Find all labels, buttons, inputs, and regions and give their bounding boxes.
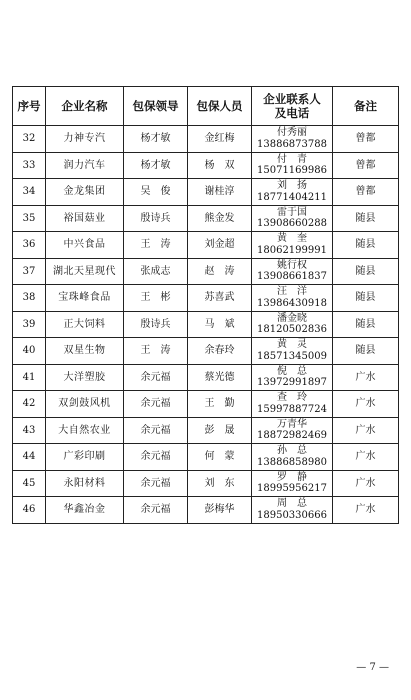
cell-company: 双星生物 xyxy=(46,338,124,365)
cell-index: 39 xyxy=(13,311,46,338)
cell-note: 随县 xyxy=(333,258,399,285)
table-row xyxy=(13,391,399,418)
cell-staff: 金红梅 xyxy=(188,126,252,153)
cell-note: 广水 xyxy=(333,364,399,391)
cell-staff: 彭 晟 xyxy=(188,417,252,444)
contact-name: 倪 总 xyxy=(277,365,307,377)
table-row xyxy=(13,444,399,471)
contact-name: 查 玲 xyxy=(277,392,307,404)
cell-company: 广彩印刷 xyxy=(46,444,124,471)
cell-index: 36 xyxy=(13,232,46,259)
cell-note: 广水 xyxy=(333,497,399,524)
cell-index: 41 xyxy=(13,364,46,391)
contact-name: 刘 扬 xyxy=(277,180,307,192)
contact-phone: 13886873788 xyxy=(257,138,327,150)
table-row xyxy=(13,258,399,285)
cell-leader: 余元福 xyxy=(124,444,188,471)
contact-phone: 18872982469 xyxy=(257,430,327,442)
table-row xyxy=(13,497,399,524)
cell-company: 湖北天星现代 xyxy=(46,258,124,285)
contact-name: 付秀丽 xyxy=(277,127,307,139)
cell-company: 正大饲料 xyxy=(46,311,124,338)
table-row xyxy=(13,179,399,206)
header-company: 企业名称 xyxy=(46,87,124,126)
cell-contact xyxy=(252,258,333,285)
cell-contact xyxy=(252,126,333,153)
cell-staff: 刘金超 xyxy=(188,232,252,259)
cell-note: 随县 xyxy=(333,232,399,259)
enterprise-table xyxy=(12,86,399,524)
cell-company: 金龙集团 xyxy=(46,179,124,206)
cell-contact xyxy=(252,232,333,259)
cell-index: 38 xyxy=(13,285,46,312)
cell-leader: 殷诗兵 xyxy=(124,311,188,338)
cell-index: 35 xyxy=(13,205,46,232)
cell-staff: 赵 涛 xyxy=(188,258,252,285)
cell-company: 力神专汽 xyxy=(46,126,124,153)
cell-contact xyxy=(252,285,333,312)
cell-contact xyxy=(252,444,333,471)
cell-contact xyxy=(252,470,333,497)
contact-phone: 13972991897 xyxy=(257,377,327,389)
cell-company: 大洋塑胶 xyxy=(46,364,124,391)
cell-leader: 杨才敏 xyxy=(124,126,188,153)
contact-name: 潘金晓 xyxy=(277,312,307,324)
cell-company: 双剑鼓风机 xyxy=(46,391,124,418)
contact-phone: 13908661837 xyxy=(257,271,327,283)
table-body xyxy=(13,126,399,524)
cell-leader: 王 涛 xyxy=(124,338,188,365)
cell-staff: 余春玲 xyxy=(188,338,252,365)
cell-index: 32 xyxy=(13,126,46,153)
cell-note: 广水 xyxy=(333,417,399,444)
table-row xyxy=(13,364,399,391)
cell-note: 曾都 xyxy=(333,152,399,179)
cell-note: 随县 xyxy=(333,311,399,338)
cell-index: 46 xyxy=(13,497,46,524)
cell-index: 45 xyxy=(13,470,46,497)
contact-name: 万青华 xyxy=(277,418,307,430)
contact-phone: 18950330666 xyxy=(257,509,327,521)
cell-company: 宝珠峰食品 xyxy=(46,285,124,312)
contact-name: 汪 洋 xyxy=(277,286,307,298)
cell-index: 33 xyxy=(13,152,46,179)
cell-note: 曾都 xyxy=(333,126,399,153)
contact-name: 雷于国 xyxy=(277,206,307,218)
contact-phone: 18120502836 xyxy=(257,324,327,336)
cell-note: 广水 xyxy=(333,444,399,471)
contact-name: 黄 奎 xyxy=(277,233,307,245)
contact-phone: 18771404211 xyxy=(257,191,327,203)
cell-staff: 杨 双 xyxy=(188,152,252,179)
cell-index: 37 xyxy=(13,258,46,285)
cell-contact xyxy=(252,152,333,179)
cell-staff: 谢桂淳 xyxy=(188,179,252,206)
table-row xyxy=(13,152,399,179)
table-row xyxy=(13,417,399,444)
cell-contact xyxy=(252,497,333,524)
cell-contact xyxy=(252,391,333,418)
contact-name: 姚行权 xyxy=(277,259,307,271)
contact-phone: 15997887724 xyxy=(257,403,327,415)
header-note: 备注 xyxy=(333,87,399,126)
cell-contact xyxy=(252,364,333,391)
cell-staff: 蔡光德 xyxy=(188,364,252,391)
cell-leader: 余元福 xyxy=(124,391,188,418)
contact-phone: 18995956217 xyxy=(257,483,327,495)
cell-contact xyxy=(252,205,333,232)
table-row xyxy=(13,232,399,259)
cell-leader: 殷诗兵 xyxy=(124,205,188,232)
contact-name: 罗 静 xyxy=(277,471,307,483)
header-staff: 包保人员 xyxy=(188,87,252,126)
contact-phone: 18571345009 xyxy=(257,350,327,362)
cell-staff: 熊金发 xyxy=(188,205,252,232)
cell-contact xyxy=(252,417,333,444)
cell-contact xyxy=(252,338,333,365)
cell-staff: 刘 东 xyxy=(188,470,252,497)
contact-phone: 13886858980 xyxy=(257,456,327,468)
table-row xyxy=(13,205,399,232)
contact-phone: 18062199991 xyxy=(257,244,327,256)
table-row xyxy=(13,338,399,365)
cell-index: 42 xyxy=(13,391,46,418)
table-row xyxy=(13,285,399,312)
cell-contact xyxy=(252,311,333,338)
cell-leader: 杨才敏 xyxy=(124,152,188,179)
cell-leader: 余元福 xyxy=(124,364,188,391)
cell-staff: 彭梅华 xyxy=(188,497,252,524)
cell-leader: 张成志 xyxy=(124,258,188,285)
cell-note: 随县 xyxy=(333,285,399,312)
table-row xyxy=(13,126,399,153)
contact-phone: 13908660288 xyxy=(257,218,327,230)
cell-note: 曾都 xyxy=(333,179,399,206)
contact-name: 周 总 xyxy=(277,498,307,510)
cell-staff: 王 勤 xyxy=(188,391,252,418)
header-row xyxy=(13,87,399,126)
cell-company: 大自然农业 xyxy=(46,417,124,444)
cell-index: 43 xyxy=(13,417,46,444)
contact-name: 黄 灵 xyxy=(277,339,307,351)
cell-note: 广水 xyxy=(333,470,399,497)
header-leader: 包保领导 xyxy=(124,87,188,126)
cell-company: 中兴食品 xyxy=(46,232,124,259)
header-index: 序号 xyxy=(13,87,46,126)
contact-name: 付 青 xyxy=(277,153,307,165)
cell-note: 随县 xyxy=(333,338,399,365)
cell-leader: 余元福 xyxy=(124,417,188,444)
table-header xyxy=(13,87,399,126)
cell-staff: 苏喜武 xyxy=(188,285,252,312)
contact-phone: 15071169986 xyxy=(257,165,327,177)
cell-leader: 王 彬 xyxy=(124,285,188,312)
cell-index: 44 xyxy=(13,444,46,471)
page-number: — 7 — xyxy=(356,662,389,673)
cell-index: 40 xyxy=(13,338,46,365)
header-contact: 企业联系人 及电话 xyxy=(252,87,333,126)
cell-company: 华鑫冶金 xyxy=(46,497,124,524)
cell-leader: 王 涛 xyxy=(124,232,188,259)
contact-phone: 13986430918 xyxy=(257,297,327,309)
cell-note: 广水 xyxy=(333,391,399,418)
cell-company: 润力汽车 xyxy=(46,152,124,179)
contact-name: 孙 总 xyxy=(277,445,307,457)
table-row xyxy=(13,311,399,338)
cell-company: 永阳材料 xyxy=(46,470,124,497)
cell-leader: 吴 俊 xyxy=(124,179,188,206)
cell-staff: 马 斌 xyxy=(188,311,252,338)
table-row xyxy=(13,470,399,497)
cell-company: 裕国菇业 xyxy=(46,205,124,232)
cell-index: 34 xyxy=(13,179,46,206)
cell-leader: 余元福 xyxy=(124,497,188,524)
cell-staff: 何 蒙 xyxy=(188,444,252,471)
cell-leader: 余元福 xyxy=(124,470,188,497)
cell-note: 随县 xyxy=(333,205,399,232)
cell-contact xyxy=(252,179,333,206)
